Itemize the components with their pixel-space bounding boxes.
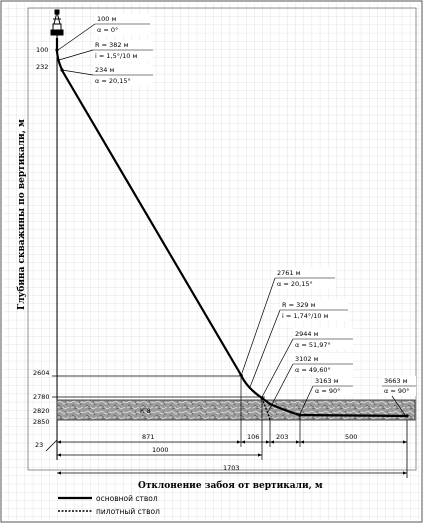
legend-main-label: основной ствол [96, 494, 158, 503]
depth-label-100: 100 [36, 46, 49, 54]
depth-label-2850: 2850 [33, 418, 50, 426]
legend-pilot-label: пилотный ствол [96, 507, 160, 516]
svg-text:2761 м: 2761 м [277, 269, 301, 277]
x-axis-title: Отклонение забоя от вертикали, м [138, 481, 323, 491]
dim-1703: 1703 [223, 464, 240, 472]
formation-layer [57, 400, 415, 420]
svg-text:α = 20,15°: α = 20,15° [277, 280, 313, 288]
svg-text:α = 51,97°: α = 51,97° [295, 341, 331, 349]
formation-label: К 8 [140, 407, 151, 415]
dim-500: 500 [345, 433, 358, 441]
svg-text:R = 329 м: R = 329 м [282, 301, 316, 309]
dim-203: 203 [276, 433, 289, 441]
dim-1000: 1000 [152, 446, 169, 454]
svg-text:234 м: 234 м [95, 66, 115, 74]
depth-label-23: 23 [35, 441, 44, 449]
svg-text:3163 м: 3163 м [315, 377, 339, 385]
svg-text:α = 49,60°: α = 49,60° [295, 366, 331, 374]
svg-text:2944 м: 2944 м [295, 330, 319, 338]
svg-text:3663 м: 3663 м [384, 377, 408, 385]
dim-871: 871 [142, 433, 155, 441]
svg-text:R = 382 м: R = 382 м [95, 41, 129, 49]
depth-label-2780: 2780 [33, 393, 50, 401]
svg-text:i = 1,74°/10 м: i = 1,74°/10 м [282, 312, 329, 320]
svg-text:i = 1,5°/10 м: i = 1,5°/10 м [95, 52, 138, 60]
svg-text:100 м: 100 м [97, 15, 117, 23]
svg-text:α = 20,15°: α = 20,15° [95, 77, 131, 85]
depth-label-232: 232 [36, 63, 49, 71]
svg-text:α = 0°: α = 0° [97, 26, 119, 34]
svg-text:α = 90°: α = 90° [315, 387, 341, 395]
svg-text:3102 м: 3102 м [295, 355, 319, 363]
grid-background [3, 3, 420, 520]
depth-label-2604: 2604 [33, 369, 50, 377]
y-axis-title: Глубина скважины по вертикали, м [17, 119, 27, 310]
dim-106: 106 [247, 433, 260, 441]
svg-text:α = 90°: α = 90° [384, 387, 410, 395]
depth-label-2820: 2820 [33, 407, 50, 415]
